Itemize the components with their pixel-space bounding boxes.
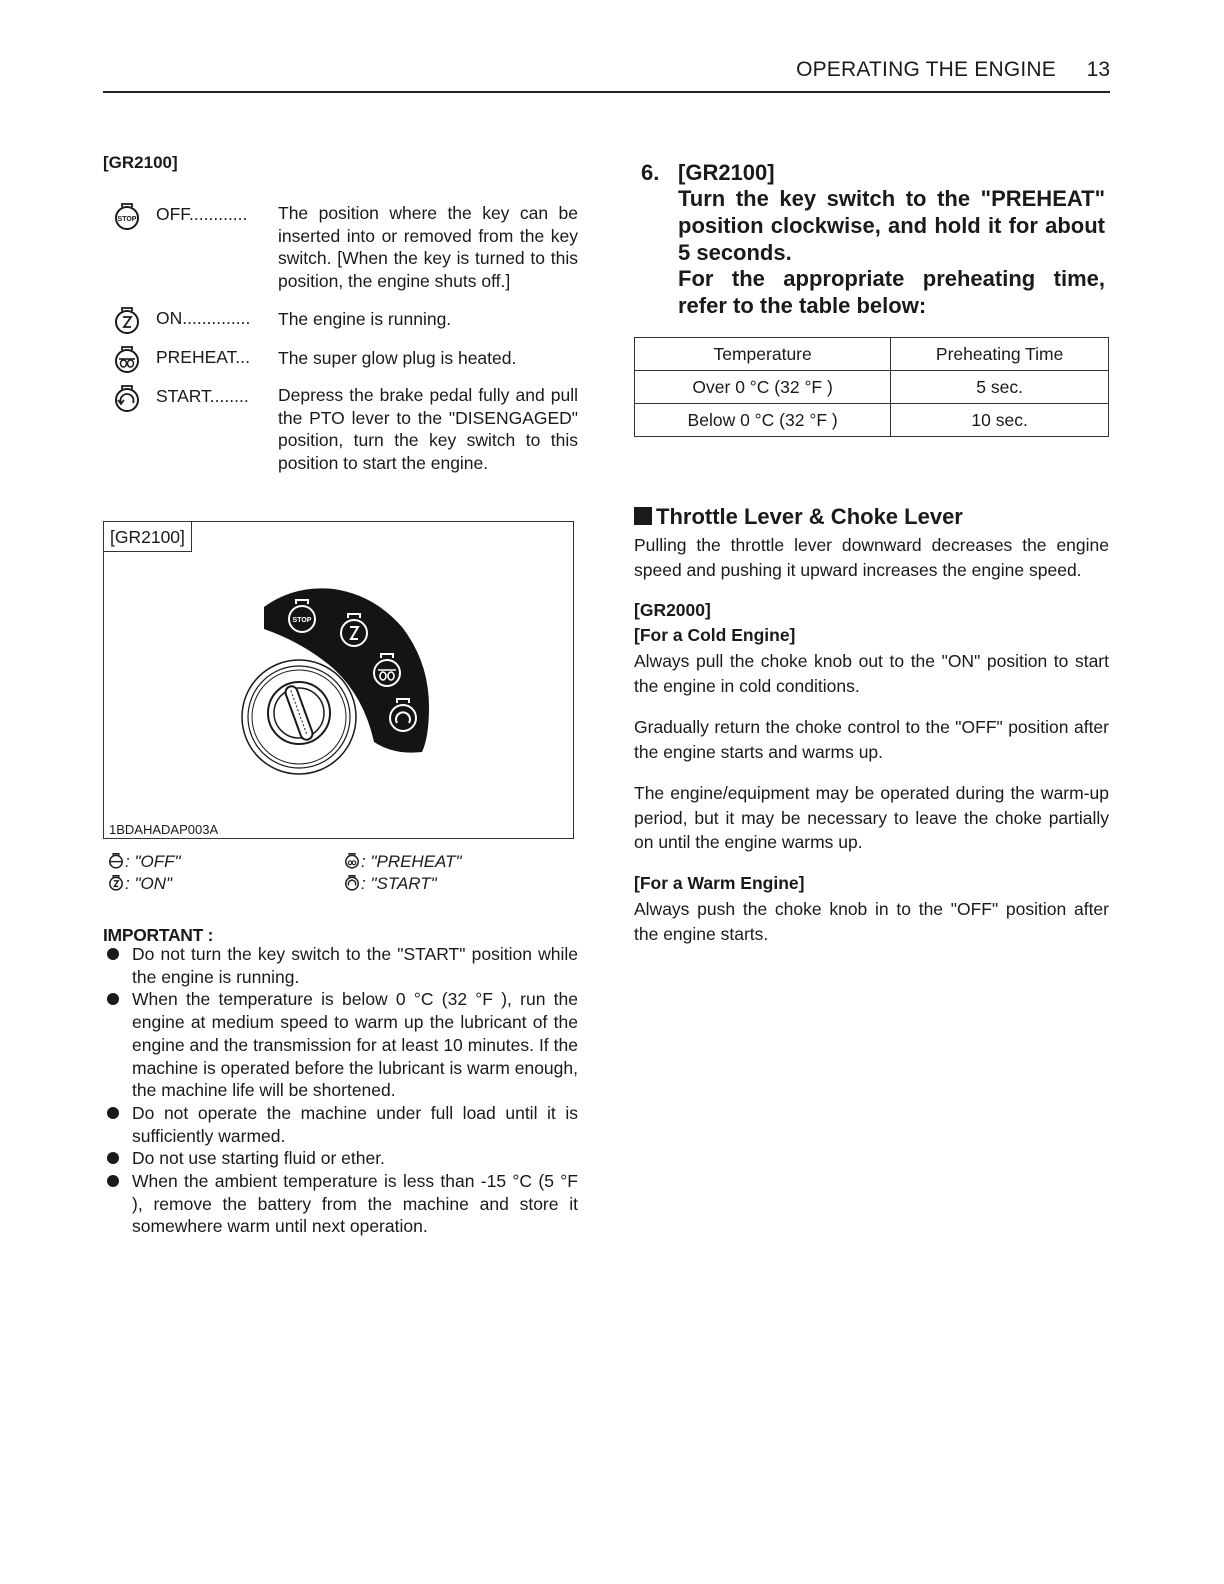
engine-on-icon [113, 305, 141, 335]
header-divider [103, 91, 1110, 93]
table-header: Temperature [635, 338, 891, 371]
throttle-model-tag: [GR2000] [634, 600, 711, 620]
table-cell: Over 0 °C (32 °F ) [635, 371, 891, 404]
stop-key-icon [113, 201, 141, 231]
key-switch-figure [103, 521, 574, 839]
preheat-icon [113, 344, 141, 374]
position-desc-off: The position where the key can be inserted into or removed from the key switch. [When the key is turned to this position, the engine shuts off.] [278, 203, 578, 292]
table-row [635, 404, 1109, 437]
list-item: Do not operate the machine under full load until it is sufficiently warmed. [103, 1102, 578, 1147]
table-header: Preheating Time [891, 338, 1109, 371]
model-tag: [GR2100] [103, 153, 178, 172]
bullet-icon [107, 1152, 119, 1164]
legend-start-icon [344, 874, 360, 891]
start-icon [113, 383, 141, 413]
figure-stop-label: STOP [292, 617, 312, 624]
legend-preheat-icon [344, 852, 360, 869]
cold-engine-text-1: Always pull the choke knob out to the "ON" position to start the engine in cold conditions. [634, 651, 1109, 696]
position-desc-on: The engine is running. [278, 309, 452, 329]
table-cell: 10 sec. [891, 404, 1109, 437]
step-line-1: Turn the key switch to the "PREHEAT" position clockwise, and hold it for about 5 seconds. [678, 186, 1105, 265]
figure-tag: [GR2100] [104, 522, 192, 552]
figure-code: 1BDAHADAP003A [109, 822, 219, 837]
step-line-2: For the appropriate preheating time, refer to the table below: [678, 266, 1105, 319]
step-instructions [678, 186, 1105, 320]
important-list [103, 943, 578, 1238]
list-item: Do not use starting fluid or ether. [103, 1147, 578, 1170]
stop-icon-label: STOP [117, 216, 137, 223]
warm-engine-title: [For a Warm Engine] [634, 873, 805, 893]
cold-engine-text-3: The engine/equipment may be operated during the warm-up period, but it may be necessary to leave the choke partially on until the engine warms up. [634, 783, 1109, 852]
list-item: When the ambient temperature is less than -15 °C (5 °F ), remove the battery from the machine and store it somewhere warm until next operation. [103, 1170, 578, 1238]
important-title: IMPORTANT : [103, 925, 214, 945]
table-row [635, 371, 1109, 404]
legend-preheat: : "PREHEAT" [361, 852, 462, 871]
position-desc-start: Depress the brake pedal fully and pull the PTO lever to the "DISENGAGED" position, turn the key switch to this position to start the engine. [278, 385, 578, 474]
bullet-icon [107, 1175, 119, 1187]
table-cell: Below 0 °C (32 °F ) [635, 404, 891, 437]
bullet-icon [107, 1107, 119, 1119]
table-header-row [635, 338, 1109, 371]
position-label-on: ON.............. [156, 308, 251, 328]
page-number: 13 [1086, 58, 1110, 81]
step-number: 6. [641, 160, 660, 185]
square-bullet-icon [634, 507, 652, 525]
throttle-intro: Pulling the throttle lever downward decreases the engine speed and pushing it upward increases the engine speed. [634, 535, 1109, 580]
key-switch-illustration [224, 577, 454, 797]
legend-off-icon [108, 852, 124, 869]
legend-on: : "ON" [125, 874, 173, 893]
bullet-icon [107, 993, 119, 1005]
table-cell: 5 sec. [891, 371, 1109, 404]
legend-start: : "START" [361, 874, 437, 893]
section-title: Throttle Lever & Choke Lever [634, 504, 963, 530]
cold-engine-text-2: Gradually return the choke control to the "OFF" position after the engine starts and warms up. [634, 717, 1109, 762]
position-desc-preheat: The super glow plug is heated. [278, 348, 517, 368]
step-model-tag: [GR2100] [678, 160, 775, 185]
list-item: Do not turn the key switch to the "START" position while the engine is running. [103, 943, 578, 988]
warm-engine-text: Always push the choke knob in to the "OFF" position after the engine starts. [634, 899, 1109, 944]
legend-off: : "OFF" [125, 852, 181, 871]
page-header-title: OPERATING THE ENGINE [796, 58, 1056, 81]
preheat-table [634, 337, 1109, 437]
cold-engine-title: [For a Cold Engine] [634, 625, 796, 645]
position-label-start: START........ [156, 386, 249, 406]
position-label-off: OFF............ [156, 204, 248, 224]
bullet-icon [107, 948, 119, 960]
legend-on-icon [108, 874, 124, 891]
position-label-preheat: PREHEAT... [156, 347, 251, 367]
list-item: When the temperature is below 0 °C (32 °F ), run the engine at medium speed to warm up the lubricant of the engine and the transmission for at least 10 minutes. If the machine is operated before the lubricant is warm enough, the machine life will be shortened. [103, 988, 578, 1102]
